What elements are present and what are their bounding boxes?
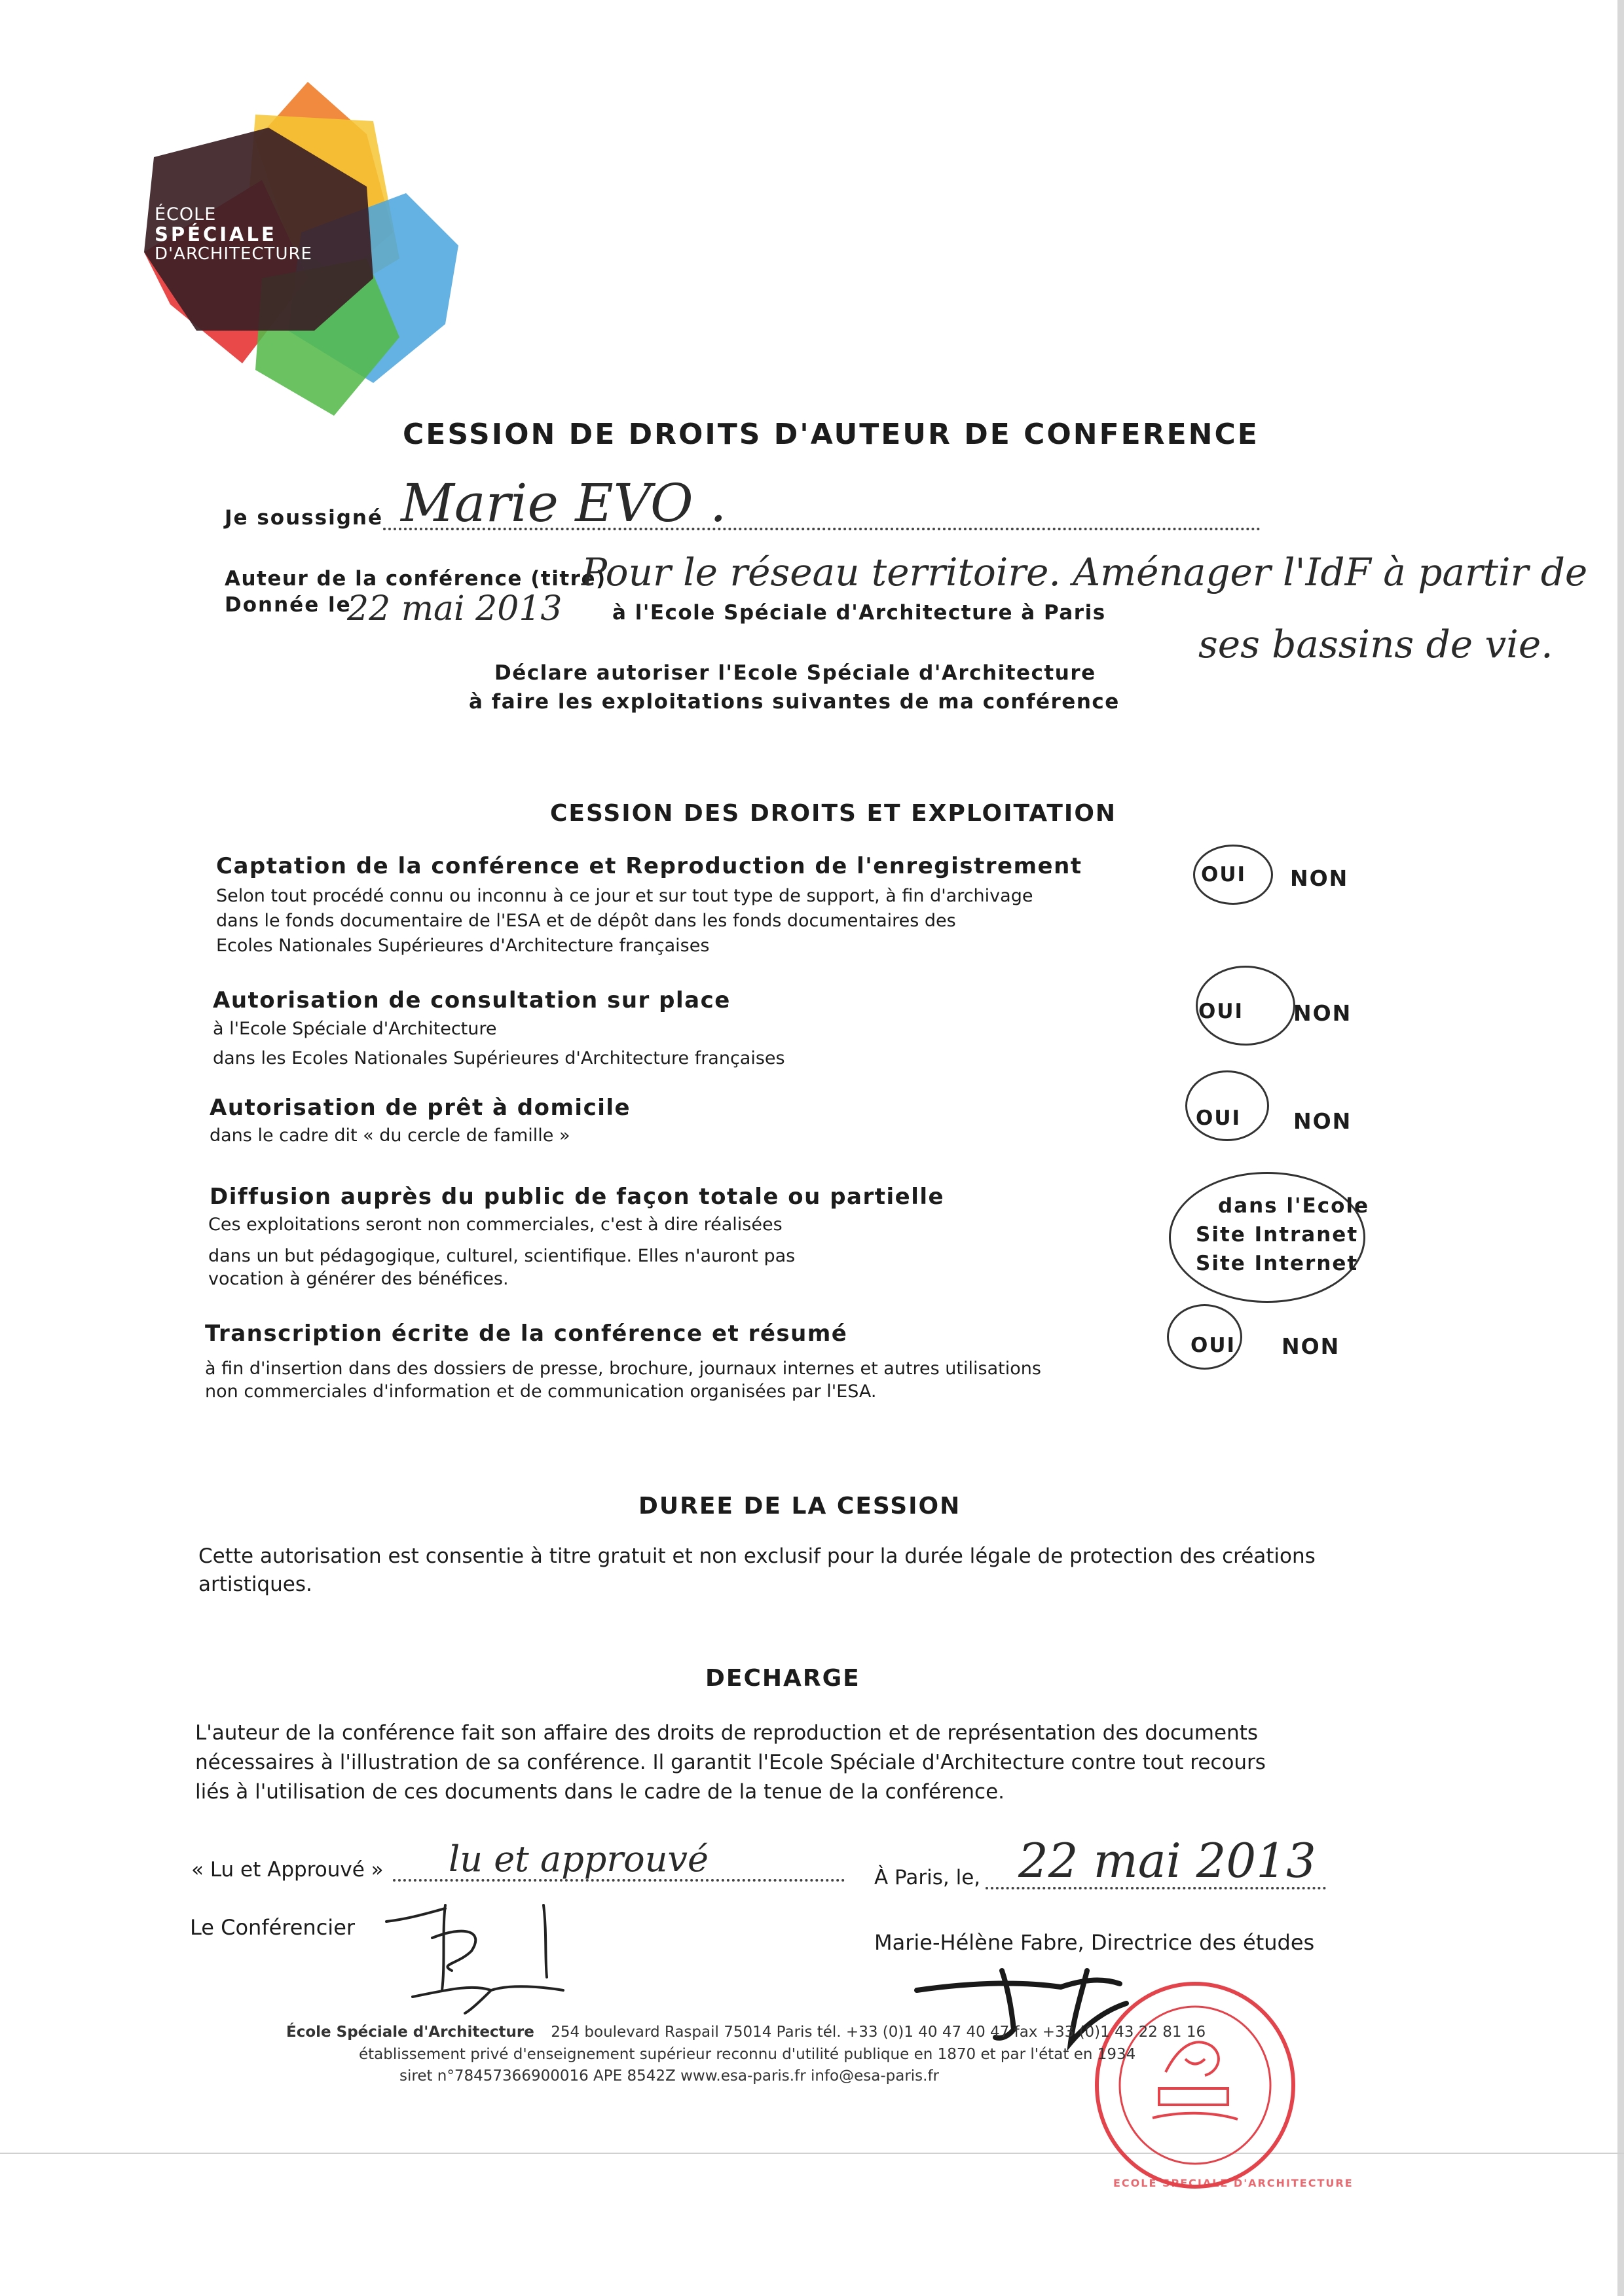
item-consultation-desc-1: à l'Ecole Spéciale d'Architecture xyxy=(213,1019,497,1039)
donnee-value[interactable]: 22 mai 2013 xyxy=(347,589,563,629)
decharge-title: DECHARGE xyxy=(705,1665,860,1692)
auteur-label: Auteur de la conférence (titre) xyxy=(225,567,606,591)
lieu-date-label: À Paris, le, xyxy=(874,1866,981,1889)
soussigne-label: Je soussigné xyxy=(225,506,383,530)
decharge-line-2: nécessaires à l'illustration de sa conférence. Il garantit l'Ecole Spéciale d'Architecture contre tout recours xyxy=(195,1751,1266,1774)
conferencier-signature-icon xyxy=(373,1892,602,2023)
item-pret-desc-1: dans le cadre dit « du cercle de famille » xyxy=(210,1125,570,1146)
footer-line-3: siret n°78457366900016 APE 8542Z www.esa-paris.fr info@esa-paris.fr xyxy=(399,2068,940,2085)
stamp-text: ECOLE SPECIALE D'ARCHITECTURE xyxy=(1113,2177,1354,2189)
item-transcription-desc-1: à fin d'insertion dans des dossiers de presse, brochure, journaux internes et autres utilisations xyxy=(205,1358,1041,1379)
duree-title: DUREE DE LA CESSION xyxy=(638,1493,961,1520)
logo-line-ecole: ÉCOLE xyxy=(155,204,217,225)
footer-line-1 xyxy=(286,2022,1206,2043)
item-consultation-title: Autorisation de consultation sur place xyxy=(213,987,731,1013)
esa-stamp-icon xyxy=(1087,1974,1303,2196)
item-captation-desc-2: dans le fonds documentaire de l'ESA et de dépôt dans les fonds documentaires des xyxy=(216,911,956,931)
oui-option-pret[interactable]: OUI xyxy=(1196,1106,1242,1130)
titre-value-line1[interactable]: Pour le réseau territoire. Aménager l'IdF à partir de xyxy=(581,550,1588,594)
directrice-label: Marie-Hélène Fabre, Directrice des études xyxy=(874,1930,1315,1955)
item-captation-desc-3: Ecoles Nationales Supérieures d'Architecture françaises xyxy=(216,936,710,956)
page-title: CESSION DE DROITS D'AUTEUR DE CONFERENCE xyxy=(403,418,1259,451)
signature-date-value[interactable]: 22 mai 2013 xyxy=(1018,1833,1316,1888)
logo-line-speciale: SPÉCIALE xyxy=(155,223,277,246)
item-diffusion-title: Diffusion auprès du public de façon totale ou partielle xyxy=(210,1184,945,1210)
footer-address: 254 boulevard Raspail 75014 Paris tél. +33 (0)1 40 47 40 47 fax +33 (0)1 43 22 81 16 xyxy=(551,2024,1206,2041)
item-transcription-desc-2: non commerciales d'information et de communication organisées par l'ESA. xyxy=(205,1381,877,1402)
duree-text-1: Cette autorisation est consentie à titre gratuit et non exclusif pour la durée légale de protection des créations xyxy=(198,1544,1316,1568)
decharge-line-1: L'auteur de la conférence fait son affaire des droits de reproduction et de représentation des documents xyxy=(195,1721,1258,1745)
lieu-text: à l'Ecole Spéciale d'Architecture à Paris xyxy=(612,601,1106,625)
logo-text xyxy=(155,205,312,264)
item-transcription-title: Transcription écrite de la conférence et résumé xyxy=(205,1321,848,1347)
non-option-pret[interactable]: NON xyxy=(1293,1108,1352,1134)
declaration-line1: Déclare autoriser l'Ecole Spéciale d'Architecture xyxy=(494,661,1096,685)
non-option-transcription[interactable]: NON xyxy=(1282,1334,1340,1359)
scan-edge xyxy=(1617,0,1624,2296)
donnee-label: Donnée le xyxy=(225,593,352,617)
titre-value-line2[interactable]: ses bassins de vie. xyxy=(1198,622,1553,666)
non-option-consultation[interactable]: NON xyxy=(1293,1000,1352,1026)
declaration-line2: à faire les exploitations suivantes de ma conférence xyxy=(469,690,1120,714)
item-pret-title: Autorisation de prêt à domicile xyxy=(210,1095,631,1121)
conferencier-label: Le Conférencier xyxy=(190,1915,356,1940)
section-exploitation-title: CESSION DES DROITS ET EXPLOITATION xyxy=(550,800,1117,827)
oui-option-transcription[interactable]: OUI xyxy=(1190,1334,1236,1357)
option-dans-ecole[interactable]: dans l'Ecole xyxy=(1218,1194,1370,1218)
oui-option-consultation[interactable]: OUI xyxy=(1198,1000,1244,1023)
item-diffusion-desc-1: Ces exploitations seront non commerciales, c'est à dire réalisées xyxy=(208,1214,783,1235)
non-option-captation[interactable]: NON xyxy=(1290,866,1349,891)
duree-text-2: artistiques. xyxy=(198,1573,312,1596)
lu-approuve-value[interactable]: lu et approuvé xyxy=(449,1838,709,1880)
oui-circle-pret[interactable] xyxy=(1185,1070,1269,1141)
option-site-internet[interactable]: Site Internet xyxy=(1196,1252,1359,1275)
option-site-intranet[interactable]: Site Intranet xyxy=(1196,1223,1359,1247)
item-consultation-desc-2: dans les Ecoles Nationales Supérieures d'Architecture françaises xyxy=(213,1048,785,1068)
item-diffusion-desc-2: dans un but pédagogique, culturel, scientifique. Elles n'auront pas xyxy=(208,1246,796,1266)
oui-option-captation[interactable]: OUI xyxy=(1201,863,1247,886)
decharge-line-3: liés à l'utilisation de ces documents dans le cadre de la tenue de la conférence. xyxy=(195,1780,1005,1804)
logo-line-architecture: D'ARCHITECTURE xyxy=(155,244,312,264)
item-diffusion-desc-3: vocation à générer des bénéfices. xyxy=(208,1269,509,1289)
item-captation-title: Captation de la conférence et Reproduction de l'enregistrement xyxy=(216,853,1082,879)
footer-line-2: établissement privé d'enseignement supérieur reconnu d'utilité publique en 1870 et par l'état en 1934 xyxy=(359,2046,1136,2063)
item-captation-desc-1: Selon tout procédé connu ou inconnu à ce jour et sur tout type de support, à fin d'archivage xyxy=(216,886,1033,906)
scan-bottom-line xyxy=(0,2153,1624,2154)
footer-school-name: École Spéciale d'Architecture xyxy=(286,2024,534,2041)
lu-approuve-label: « Lu et Approuvé » xyxy=(191,1858,384,1882)
soussigne-value[interactable]: Marie EVO . xyxy=(401,473,727,534)
